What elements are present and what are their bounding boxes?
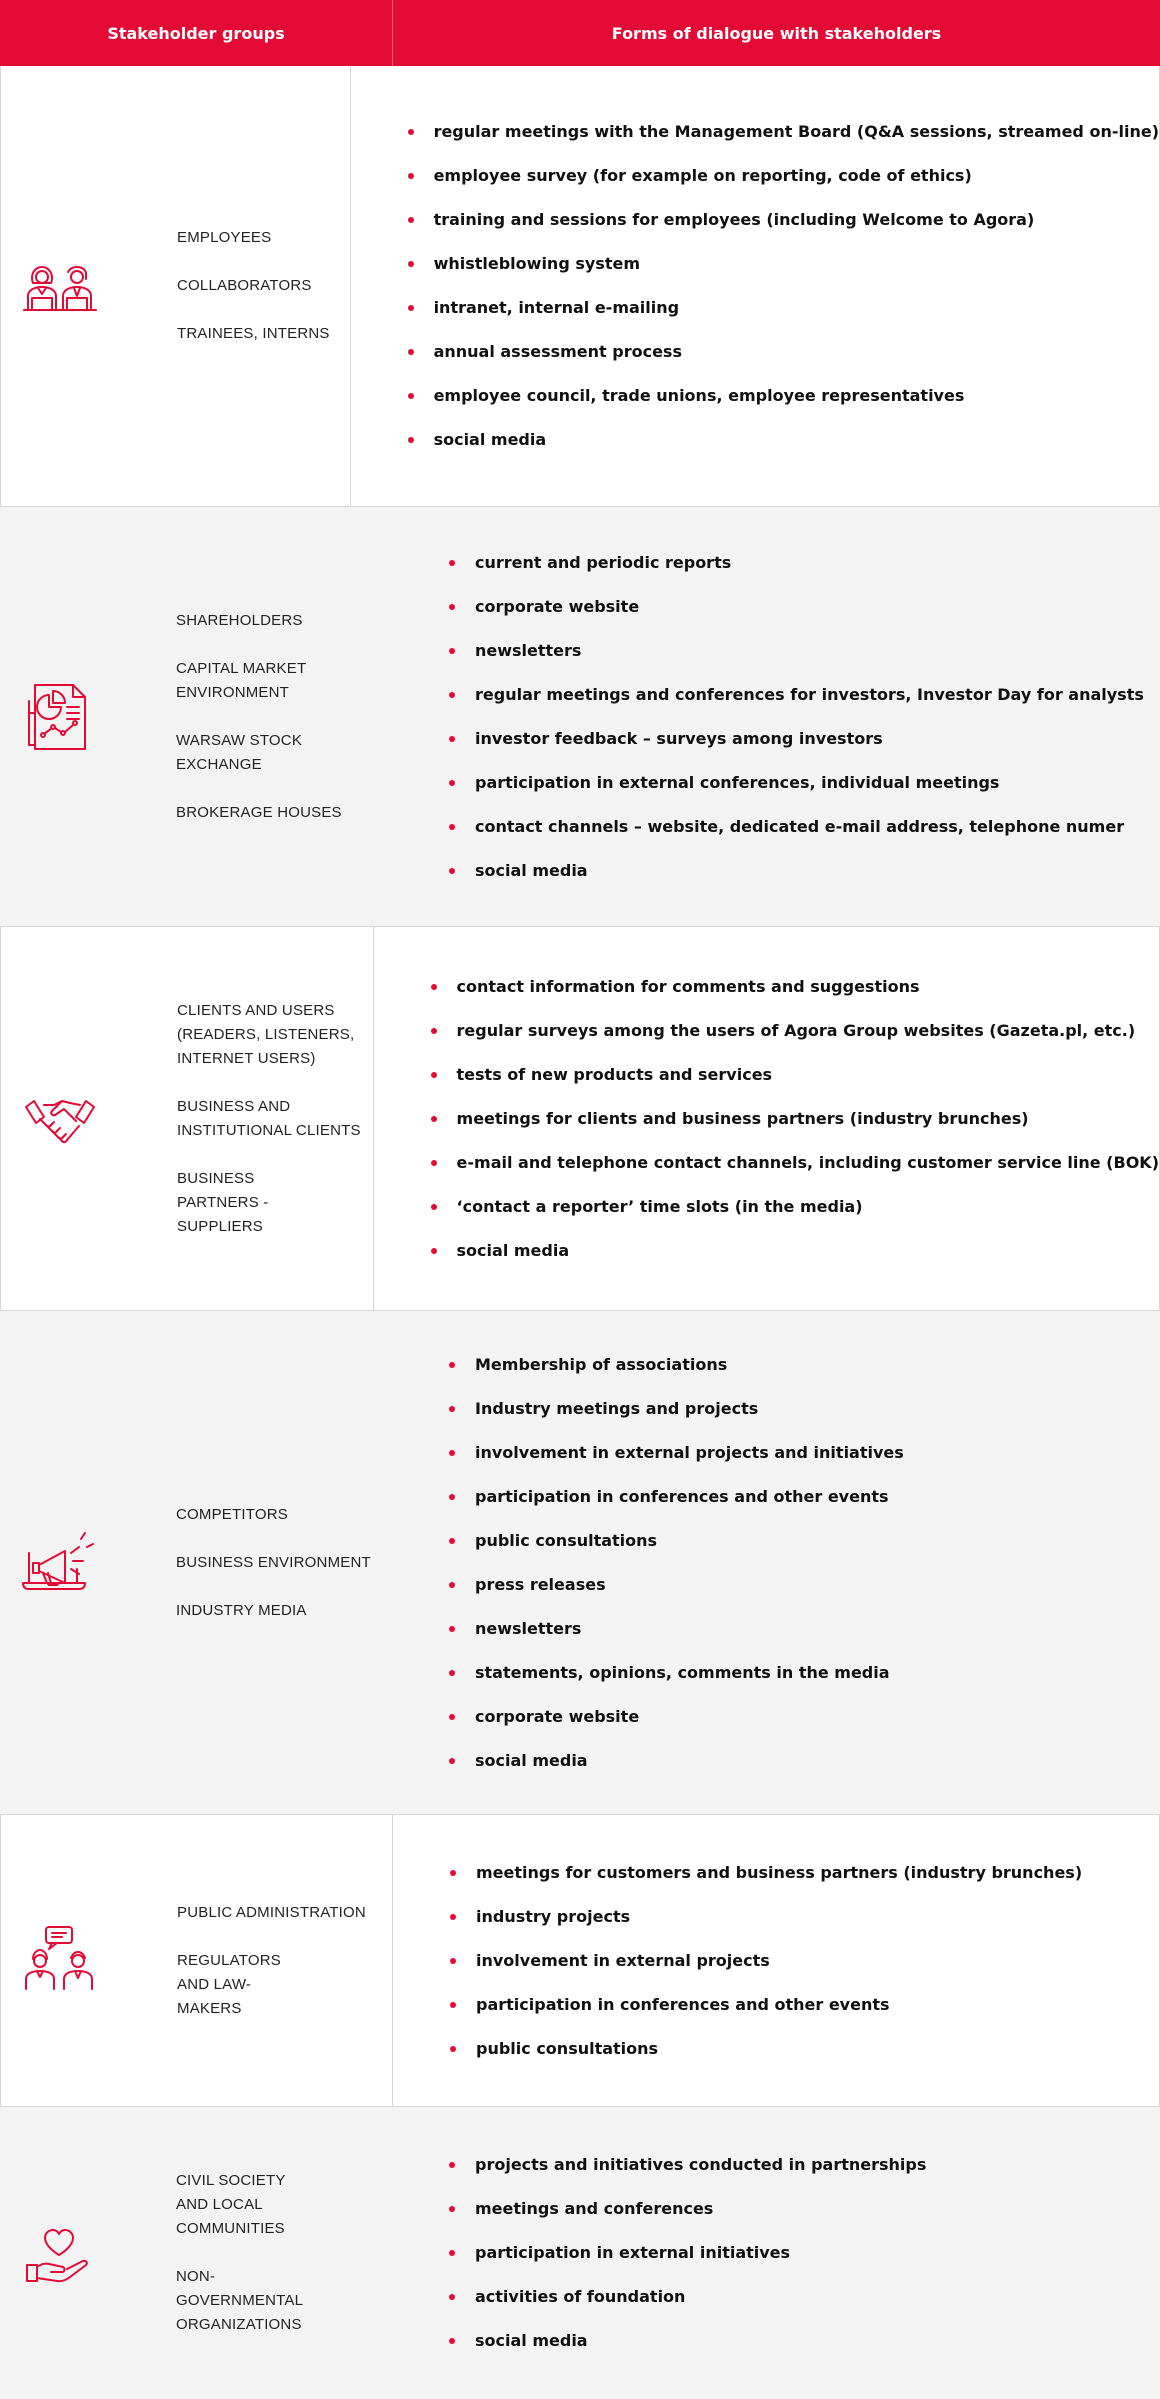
list-item: intranet, internal e-mailing [406, 296, 1159, 320]
list-item: industry projects [448, 1905, 1082, 1929]
employees-icon [1, 248, 111, 324]
list-item: social media [447, 2329, 926, 2353]
list-item: Membership of associations [447, 1353, 904, 1377]
handshake-icon [1, 1081, 111, 1157]
list-item: social media [429, 1239, 1159, 1263]
list-item: meetings for customers and business partners (industry brunches) [448, 1861, 1082, 1885]
list-item: ‘contact a reporter’ time slots (in the media) [429, 1195, 1159, 1219]
list-item: regular surveys among the users of Agora Group websites (Gazeta.pl, etc.) [429, 1019, 1159, 1043]
list-item: activities of foundation [447, 2285, 926, 2309]
stakeholder-group: BROKERAGE HOUSES [176, 803, 342, 821]
list-item: employee survey (for example on reporting, code of ethics) [406, 164, 1159, 188]
list-item: projects and initiatives conducted in partnerships [447, 2153, 926, 2177]
dialogue-forms-cell [374, 927, 1159, 1310]
list-item: annual assessment process [406, 340, 1159, 364]
table-header [0, 0, 1160, 66]
list-item: training and sessions for employees (including Welcome to Agora) [406, 208, 1159, 232]
column-header-stakeholder-groups: Stakeholder groups [0, 0, 393, 66]
list-item: press releases [447, 1573, 904, 1597]
list-item: Industry meetings and projects [447, 1397, 904, 1421]
list-item: social media [447, 1749, 904, 1773]
stakeholder-group: WARSAW STOCK EXCHANGE [176, 731, 303, 773]
list-item: contact channels – website, dedicated e-mail address, telephone numer [447, 815, 1144, 839]
list-item: participation in conferences and other events [447, 1485, 904, 1509]
stakeholder-cell [1, 1815, 393, 2106]
stakeholder-group: COMPETITORS [176, 1505, 288, 1523]
list-item: investor feedback – surveys among investors [447, 727, 1144, 751]
list-item: tests of new products and services [429, 1063, 1159, 1087]
list-item: involvement in external projects and initiatives [447, 1441, 904, 1465]
stakeholder-cell [0, 1311, 392, 1814]
list-item: current and periodic reports [447, 551, 1144, 575]
list-item: e-mail and telephone contact channels, including customer service line (BOK) [429, 1151, 1159, 1175]
stakeholder-group: PUBLIC ADMINISTRATION [177, 1903, 366, 1921]
table-row [0, 1310, 1160, 1814]
list-item: public consultations [447, 1529, 904, 1553]
dialogue-forms-cell [351, 66, 1159, 506]
list-item: social media [406, 428, 1159, 452]
table-row [0, 66, 1160, 506]
dialogue-forms-cell [392, 2107, 1160, 2399]
stakeholder-group: REGULATORS AND LAW- MAKERS [177, 1951, 281, 2017]
list-item: social media [447, 859, 1144, 883]
dialogue-forms-list [447, 2153, 926, 2353]
list-item: participation in conferences and other events [448, 1993, 1082, 2017]
stakeholder-group: NON-GOVERNMENTAL ORGANIZATIONS [176, 2268, 303, 2333]
stakeholder-group: BUSINESS AND INSTITUTIONAL CLIENTS [177, 1097, 361, 1139]
dialogue-forms-list [447, 551, 1144, 883]
stakeholder-group: BUSINESS PARTNERS - SUPPLIERS [177, 1169, 269, 1235]
dialogue-forms-list [447, 1353, 904, 1773]
heart-hand-icon [0, 2215, 110, 2291]
dialogue-forms-list [406, 120, 1159, 452]
list-item: meetings for clients and business partners (industry brunches) [429, 1107, 1159, 1131]
table-row [0, 926, 1160, 1310]
table-row [0, 2106, 1160, 2399]
list-item: participation in external conferences, individual meetings [447, 771, 1144, 795]
stakeholder-group: INDUSTRY MEDIA [176, 1601, 307, 1619]
list-item: employee council, trade unions, employee representatives [406, 384, 1159, 408]
dialogue-forms-list [429, 975, 1159, 1263]
list-item: newsletters [447, 1617, 904, 1641]
table-row [0, 506, 1160, 926]
stakeholder-cell [0, 2107, 392, 2399]
dialogue-forms-cell [392, 1311, 1160, 1814]
list-item: meetings and conferences [447, 2197, 926, 2221]
stakeholder-cell [1, 927, 374, 1310]
list-item: newsletters [447, 639, 1144, 663]
list-item: contact information for comments and suggestions [429, 975, 1159, 999]
stakeholder-group: CIVIL SOCIETY AND LOCAL COMMUNITIES [176, 2172, 286, 2237]
list-item: involvement in external projects [448, 1949, 1082, 1973]
stakeholder-group: EMPLOYEES [177, 229, 272, 246]
stakeholder-group: SHAREHOLDERS [176, 611, 303, 629]
dialogue-forms-cell [392, 507, 1160, 926]
stakeholder-group: COLLABORATORS [177, 277, 312, 294]
list-item: corporate website [447, 1705, 904, 1729]
column-header-forms-of-dialogue: Forms of dialogue with stakeholders [611, 23, 942, 43]
list-item: public consultations [448, 2037, 1082, 2061]
list-item: participation in external initiatives [447, 2241, 926, 2265]
stakeholder-group: BUSINESS ENVIRONMENT [176, 1553, 371, 1571]
list-item: regular meetings and conferences for investors, Investor Day for analysts [447, 683, 1144, 707]
report-chart-icon [0, 679, 110, 755]
list-item: regular meetings with the Management Board (Q&A sessions, streamed on-line) [406, 120, 1159, 144]
list-item: whistleblowing system [406, 252, 1159, 276]
people-discussion-icon [1, 1923, 111, 1999]
list-item: corporate website [447, 595, 1144, 619]
table-row [0, 1814, 1160, 2106]
dialogue-forms-cell [393, 1815, 1159, 2106]
list-item: statements, opinions, comments in the media [447, 1661, 904, 1685]
stakeholder-group: CLIENTS AND USERS (READERS, LISTENERS, INTERNET USERS) [177, 1001, 355, 1067]
stakeholder-group: CAPITAL MARKET ENVIRONMENT [176, 659, 307, 701]
stakeholder-group: TRAINEES, INTERNS [177, 325, 330, 342]
stakeholder-cell [1, 66, 351, 506]
stakeholder-cell [0, 507, 392, 926]
megaphone-laptop-icon [0, 1525, 110, 1601]
dialogue-forms-list [448, 1861, 1082, 2061]
